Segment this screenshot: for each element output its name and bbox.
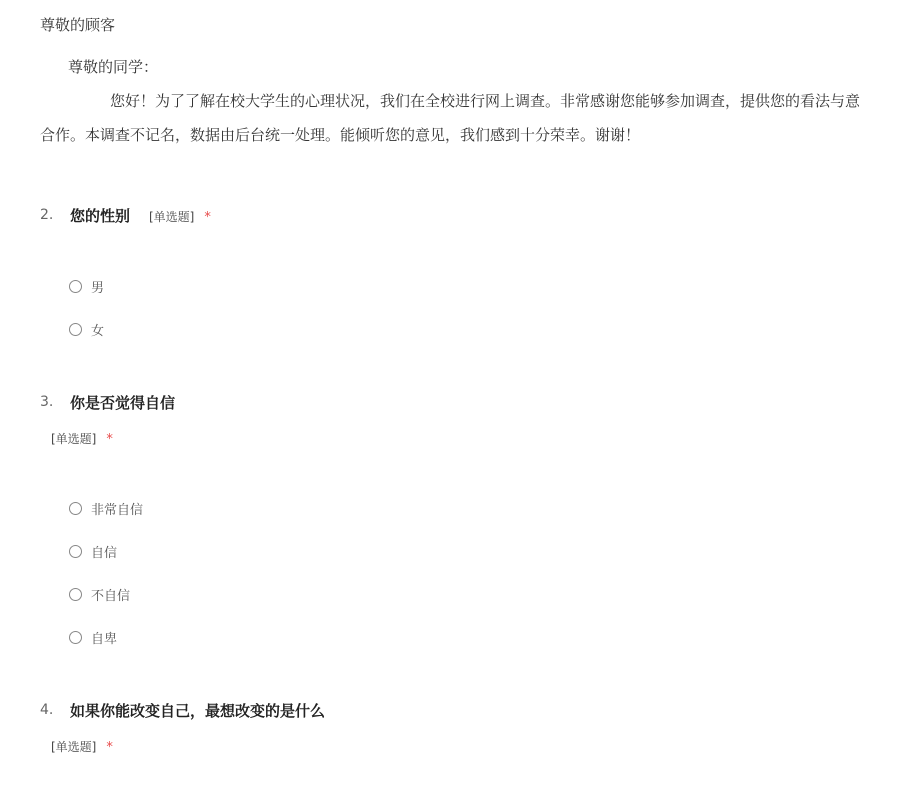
option-label: 男: [91, 280, 105, 296]
intro-salutation: 尊敬的同学：: [68, 58, 159, 76]
intro-line-1: 您好！为了了解在校大学生的心理状况，我们在全校进行网上调查。非常感谢您能够参加调查，提供您的看法与意: [110, 92, 861, 110]
option-confident[interactable]: [69, 542, 117, 560]
radio-button[interactable]: [69, 502, 82, 515]
radio-button[interactable]: [69, 588, 82, 601]
question-number: 4.: [40, 702, 54, 718]
question-title: 你是否觉得自信: [70, 394, 176, 412]
option-male[interactable]: [69, 277, 104, 295]
required-marker: *: [106, 740, 113, 755]
required-marker: *: [106, 432, 113, 447]
option-inferior[interactable]: [69, 628, 117, 646]
question-type: [51, 430, 113, 447]
option-label: 女: [91, 323, 105, 339]
required-marker: *: [204, 210, 211, 225]
radio-button[interactable]: [69, 280, 82, 293]
question-type-label: [单选题]: [51, 432, 97, 446]
question-title: 如果你能改变自己，最想改变的是什么: [70, 702, 326, 720]
option-label: 不自信: [91, 588, 131, 604]
question-type-label: [单选题]: [51, 740, 97, 754]
option-female[interactable]: [69, 320, 104, 338]
question-number: 2.: [40, 207, 54, 223]
radio-button[interactable]: [69, 631, 82, 644]
radio-button[interactable]: [69, 545, 82, 558]
option-label: 自卑: [91, 631, 118, 647]
question-type-label: [单选题]: [149, 210, 195, 224]
option-very-confident[interactable]: [69, 499, 143, 517]
option-label: 非常自信: [91, 502, 144, 518]
intro-line-2: 合作。本调查不记名，数据由后台统一处理。能倾听您的意见，我们感到十分荣幸。谢谢！: [40, 126, 641, 144]
question-title: 您的性别: [70, 207, 131, 225]
question-number: 3.: [40, 394, 54, 410]
option-not-confident[interactable]: [69, 585, 130, 603]
option-label: 自信: [91, 545, 118, 561]
question-type: [149, 208, 211, 225]
greeting: 尊敬的顾客: [40, 16, 116, 34]
question-type: [51, 738, 113, 755]
radio-button[interactable]: [69, 323, 82, 336]
